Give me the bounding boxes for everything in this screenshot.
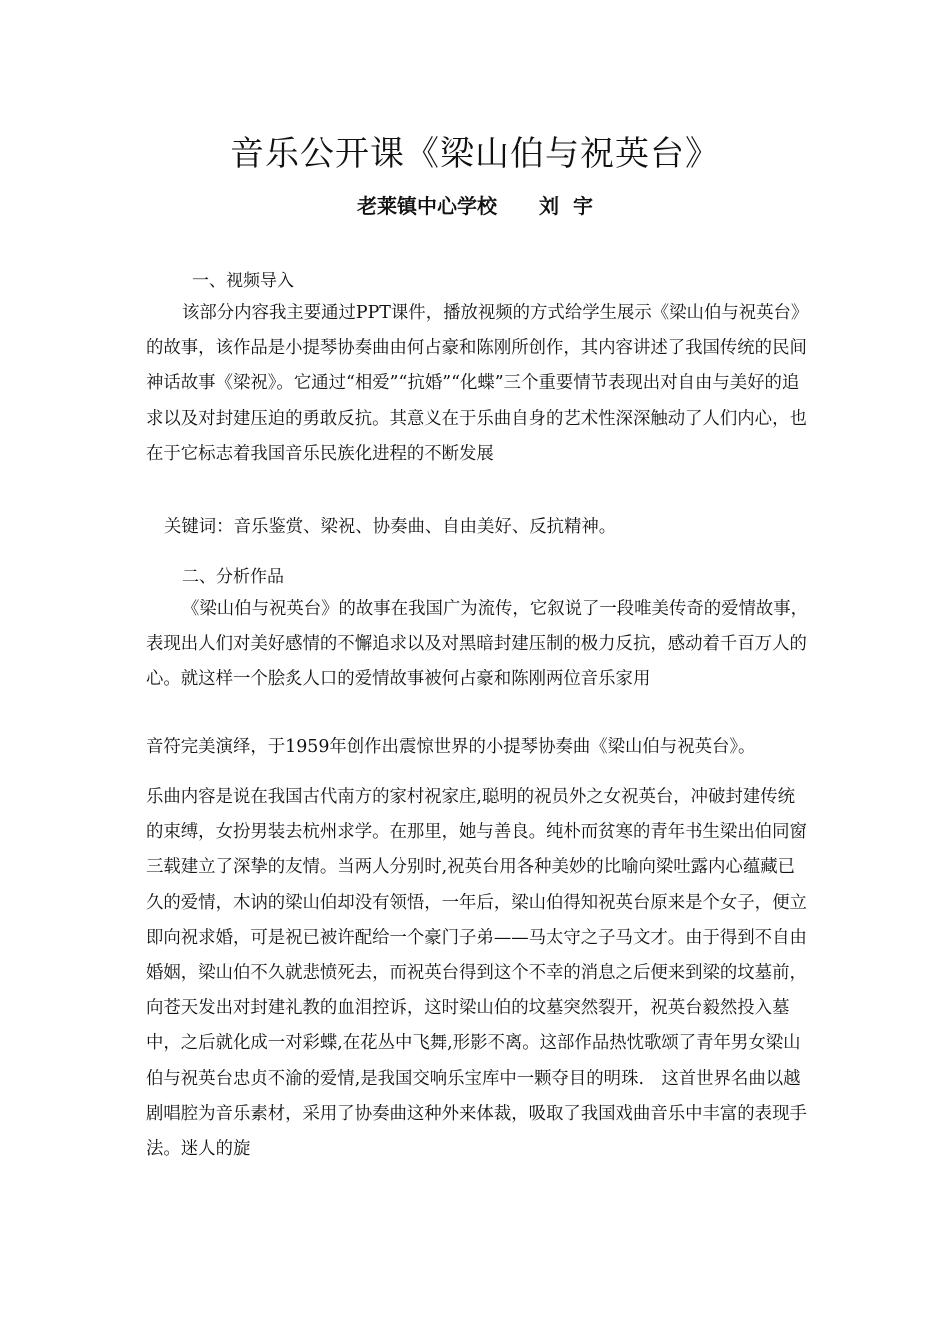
author-line	[0, 190, 950, 219]
paragraph: 《梁山伯与祝英台》的故事在我国广为流传，它叙说了一段唯美传奇的爱情故事，表现出人们对美好感情的不懈追求以及对黑暗封建压制的极力反抗，感动着千百万人的心。就这样一个脍炙人口的爱情故事被何占豪和陈刚两位音乐家用	[146, 599, 809, 690]
page-title: 音乐公开课《梁山伯与祝英台》	[230, 134, 720, 174]
section-body-analysis-continued	[146, 730, 810, 765]
paragraph: 音符完美演绎，于1959年创作出震惊世界的小提琴协奏曲《梁山伯与祝英台》。	[146, 737, 756, 757]
paragraph: 该部分内容我主要通过PPT课件，播放视频的方式给学生展示《梁山伯与祝英台》的故事，该作品是小提琴协奏曲由何占豪和陈刚所创作，其内容讲述了我国传统的民间神话故事《梁祝》。它通过“相爱”“抗婚”“化蝶”三个重要情节表现出对自由与美好的追求以及对封建压迫的勇敢反抗。其意义在于乐曲自身的艺术性深深触动了人们内心，也在于它标志着我国音乐民族化进程的不断发展	[146, 303, 809, 464]
author-school: 老莱镇中心学校	[357, 194, 498, 218]
paragraph: 乐曲内容是说在我国古代南方的家村祝家庄,聪明的祝员外之女祝英台，冲破封建传统的束缚，女扮男装去杭州求学。在那里，她与善良。纯朴而贫寒的青年书生梁出伯同窗三载建立了深挚的友情。当两人分别时,祝英台用各种美妙的比喻向梁吐露内心蕴藏已久的爱情，木讷的梁山伯却没有领悟，一年后，梁山伯得知祝英台原来是个女子，便立即向祝求婚，可是祝已被许配给一个豪门子弟——马太守之子马文才。由于得到不自由婚姻，梁山伯不久就悲愤死去，而祝英台得到这个不幸的消息之后便来到梁的坟墓前，向苍天发出对封建礼教的血泪控诉，这时梁山伯的坟墓突然裂开，祝英台毅然投入墓中，之后就化成一对彩蝶,在花丛中飞舞,形影不离。这部作品热忱歌颂了青年男女梁山伯与祝英台忠贞不渝的爱情,是我国交响乐宝库中一颗夺目的明珠. 这首世界名曲以越剧唱腔为音乐素材，采用了协奏曲这种外来体裁，吸取了我国戏曲音乐中丰富的表现手法。迷人的旋	[146, 787, 807, 1160]
section-heading-video-intro: 一、视频导入	[192, 271, 294, 291]
keywords: 关键词：音乐鉴赏、梁祝、协奏曲、自由美好、反抗精神。	[164, 517, 617, 537]
author-name: 刘 宇	[539, 194, 593, 218]
section-body-story	[146, 780, 810, 1167]
section-heading-analysis: 二、分析作品	[182, 567, 284, 587]
section-body-video-intro	[146, 296, 810, 472]
keywords-line	[164, 510, 828, 545]
section-body-analysis	[146, 592, 810, 698]
